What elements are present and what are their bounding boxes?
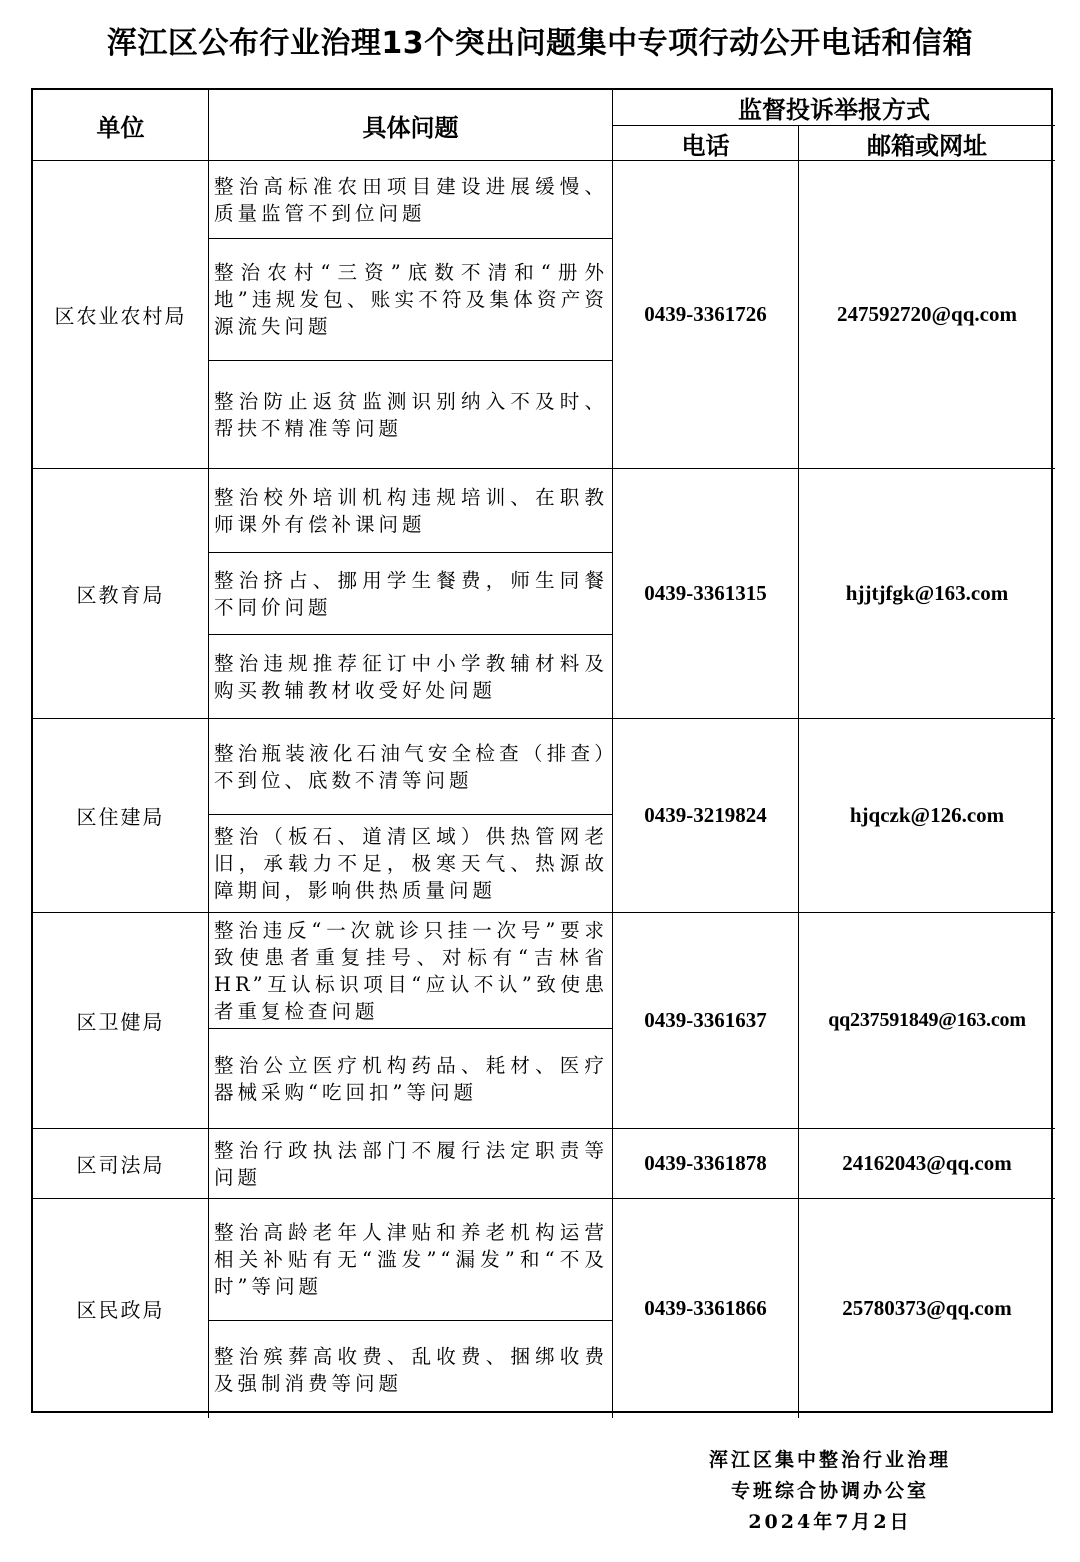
phone-cell: 0439-3361315 <box>613 469 799 719</box>
issue-cell: 整治行政执法部门不履行法定职责等问题 <box>209 1129 613 1199</box>
issue-cell: 整治挤占、挪用学生餐费，师生同餐不同价问题 <box>209 553 613 635</box>
issue-cell: 整治高龄老年人津贴和养老机构运营相关补贴有无“滥发”“漏发”和“不及时”等问题 <box>209 1199 613 1321</box>
unit-cell: 区教育局 <box>33 469 209 719</box>
email-cell: qq237591849@163.com <box>799 913 1055 1129</box>
issue-cell: 整治校外培训机构违规培训、在职教师课外有偿补课问题 <box>209 469 613 553</box>
header-email: 邮箱或网址 <box>799 126 1055 161</box>
phone-cell: 0439-3361726 <box>613 161 799 469</box>
issue-cell: 整治防止返贫监测识别纳入不及时、帮扶不精准等问题 <box>209 361 613 469</box>
email-cell: hjqczk@126.com <box>799 719 1055 913</box>
issue-cell: 整治违反“一次就诊只挂一次号”要求致使患者重复挂号、对标有“吉林省HR”互认标识项目“应认不认”致使患者重复检查问题 <box>209 913 613 1029</box>
issuer-line-2: 专班综合协调办公室 <box>730 1480 929 1502</box>
phone-cell: 0439-3361866 <box>613 1199 799 1418</box>
issue-cell: 整治瓶装液化石油气安全检查（排查）不到位、底数不清等问题 <box>209 719 613 815</box>
unit-cell: 区民政局 <box>33 1199 209 1418</box>
contact-table <box>31 88 1053 1413</box>
issuer-signature <box>660 1445 1000 1538</box>
unit-cell: 区农业农村局 <box>33 161 209 469</box>
phone-cell: 0439-3219824 <box>613 719 799 913</box>
email-cell: hjjtjfgk@163.com <box>799 469 1055 719</box>
header-issue: 具体问题 <box>209 90 613 161</box>
phone-cell: 0439-3361637 <box>613 913 799 1129</box>
issue-cell: 整治违规推荐征订中小学教辅材料及购买教辅教材收受好处问题 <box>209 635 613 719</box>
email-cell: 24162043@qq.com <box>799 1129 1055 1199</box>
unit-cell: 区司法局 <box>33 1129 209 1199</box>
unit-cell: 区卫健局 <box>33 913 209 1129</box>
email-cell: 25780373@qq.com <box>842 1296 1012 1320</box>
issuer-line-1: 浑江区集中整治行业治理 <box>708 1449 951 1471</box>
header-phone: 电话 <box>613 126 799 161</box>
issue-cell: 整治（板石、道清区域）供热管网老旧，承载力不足，极寒天气、热源故障期间，影响供热质量问题 <box>209 815 613 913</box>
issue-cell: 整治高标准农田项目建设进展缓慢、质量监管不到位问题 <box>209 161 613 239</box>
issue-date: 2024年7月2日 <box>748 1511 912 1533</box>
issue-cell: 整治殡葬高收费、乱收费、捆绑收费及强制消费等问题 <box>209 1321 613 1418</box>
header-contact-group: 监督投诉举报方式 <box>613 90 1055 126</box>
header-unit: 单位 <box>33 90 209 161</box>
issue-cell: 整治农村“三资”底数不清和“册外地”违规发包、账实不符及集体资产资源流失问题 <box>209 239 613 361</box>
page-title: 浑江区公布行业治理13个突出问题集中专项行动公开电话和信箱 <box>106 26 974 61</box>
email-cell: 247592720@qq.com <box>799 161 1055 469</box>
phone-cell: 0439-3361878 <box>613 1129 799 1199</box>
unit-cell: 区住建局 <box>33 719 209 913</box>
issue-cell: 整治公立医疗机构药品、耗材、医疗器械采购“吃回扣”等问题 <box>209 1029 613 1129</box>
